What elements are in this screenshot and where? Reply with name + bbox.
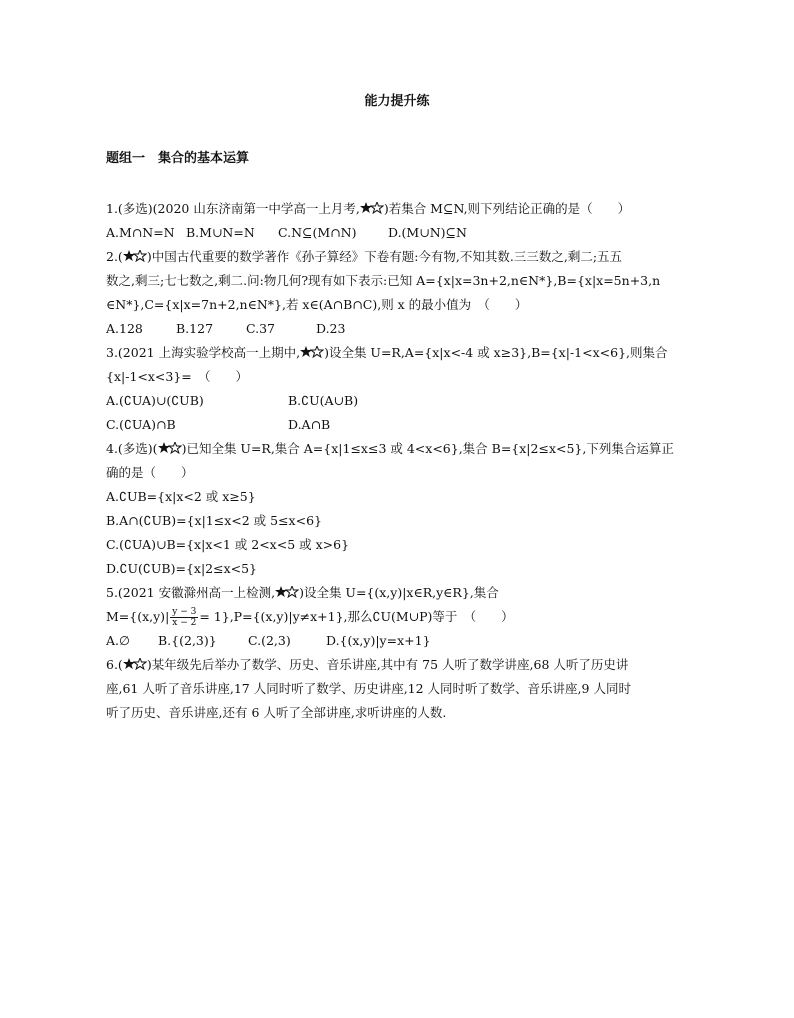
difficulty-stars-icon bbox=[360, 202, 384, 214]
questions bbox=[106, 197, 698, 725]
question-6-line-2: 座,61 人听了音乐讲座,17 人同时听了数学、历史讲座,12 人同时听了数学、音乐讲座,9 人同时 bbox=[106, 681, 631, 696]
question-3-options-ab bbox=[106, 389, 698, 413]
question-5: 5.(2021 安徽滁州高一上检测, )设全集 U={(x,y)|x∈R,y∈R},集合 bbox=[106, 585, 499, 600]
difficulty-stars-icon bbox=[275, 586, 299, 598]
question-2-line-2: 数之,剩三;七七数之,剩二.问:物几何?现有如下表示:已知 A={x|x=3n+2,n∈N*},B={x|x=5n+3,n bbox=[106, 273, 661, 288]
option-d: D.{(x,y)|y=x+1} bbox=[326, 633, 431, 648]
difficulty-stars-icon bbox=[300, 346, 324, 358]
question-3-options-cd bbox=[106, 413, 698, 437]
option-d: D.23 bbox=[316, 321, 346, 336]
option-b: B.M∪N=N bbox=[186, 225, 255, 240]
option-d: D.(M∪N)⊆N bbox=[388, 225, 467, 240]
question-2-options bbox=[106, 317, 698, 341]
question-3-line-2: {x|-1<x<3}= （ ） bbox=[106, 369, 249, 384]
question-1: 1.(多选)(2020 山东济南第一中学高一上月考, )若集合 M⊆N,则下列结论正确的是（ ） bbox=[106, 201, 631, 216]
option-c: C.N⊆(M∩N) bbox=[278, 225, 357, 240]
option-d: D.A∩B bbox=[288, 417, 331, 432]
option-d: D.∁U(∁UB)={x|2≤x<5} bbox=[106, 561, 258, 576]
section-heading: 题组一 集合的基本运算 bbox=[106, 151, 250, 166]
question-3: 3.(2021 上海实验学校高一上期中, )设全集 U=R,A={x|x<-4 或 x≥3},B={x|-1<x<6},则集合 bbox=[106, 345, 668, 360]
question-6-line-3: 听了历史、音乐讲座,还有 6 人听了全部讲座,求听讲座的人数. bbox=[106, 705, 447, 720]
difficulty-stars-icon bbox=[158, 442, 182, 454]
page-title: 能力提升练 bbox=[364, 94, 430, 109]
difficulty-stars-icon bbox=[123, 658, 147, 670]
option-c: C.(2,3) bbox=[248, 633, 291, 648]
question-4: 4.(多选)( )已知全集 U=R,集合 A={x|1≤x≤3 或 4<x<6},集合 B={x|2≤x<5},下列集合运算正 bbox=[106, 441, 674, 456]
option-b: B.A∩(∁UB)={x|1≤x<2 或 5≤x<6} bbox=[106, 513, 322, 528]
option-c: C.(∁UA)∩B bbox=[106, 417, 176, 432]
question-2: 2.( )中国古代重要的数学著作《孙子算经》下卷有题:今有物,不知其数.三三数之,剩二;五五 bbox=[106, 249, 623, 264]
difficulty-stars-icon bbox=[123, 250, 147, 262]
option-c: C.37 bbox=[246, 321, 275, 336]
option-a: A.128 bbox=[106, 321, 143, 336]
question-6: 6.( )某年级先后举办了数学、历史、音乐讲座,其中有 75 人听了数学讲座,68 人听了历史讲 bbox=[106, 657, 629, 672]
fraction: $\frac{y - 3}{x - 2}$ bbox=[172, 607, 197, 628]
question-1-options bbox=[106, 221, 698, 245]
option-a: A.M∩N=N bbox=[106, 225, 175, 240]
question-5-options bbox=[106, 629, 698, 653]
option-b: B.∁U(A∪B) bbox=[288, 393, 359, 408]
option-a: A.∁UB={x|x<2 或 x≥5} bbox=[106, 489, 256, 504]
question-4-line-2: 确的是（ ） bbox=[106, 465, 194, 480]
question-5-set-m: M={(x,y)| $\frac{y - 3}{x - 2}$ = 1},P={(x,y)|y≠x+1},那么∁U(M∪P)等于 （ ） bbox=[106, 607, 514, 628]
option-c: C.(∁UA)∪B={x|x<1 或 2<x<5 或 x>6} bbox=[106, 537, 350, 552]
question-2-line-3: ∈N*},C={x|x=7n+2,n∈N*},若 x∈(A∩B∩C),则 x 的最小值为 （ ） bbox=[106, 297, 528, 312]
option-b: B.{(2,3)} bbox=[158, 633, 217, 648]
option-b: B.127 bbox=[176, 321, 214, 336]
option-a: A.(∁UA)∪(∁UB) bbox=[106, 393, 204, 408]
option-a: A.∅ bbox=[106, 633, 130, 648]
